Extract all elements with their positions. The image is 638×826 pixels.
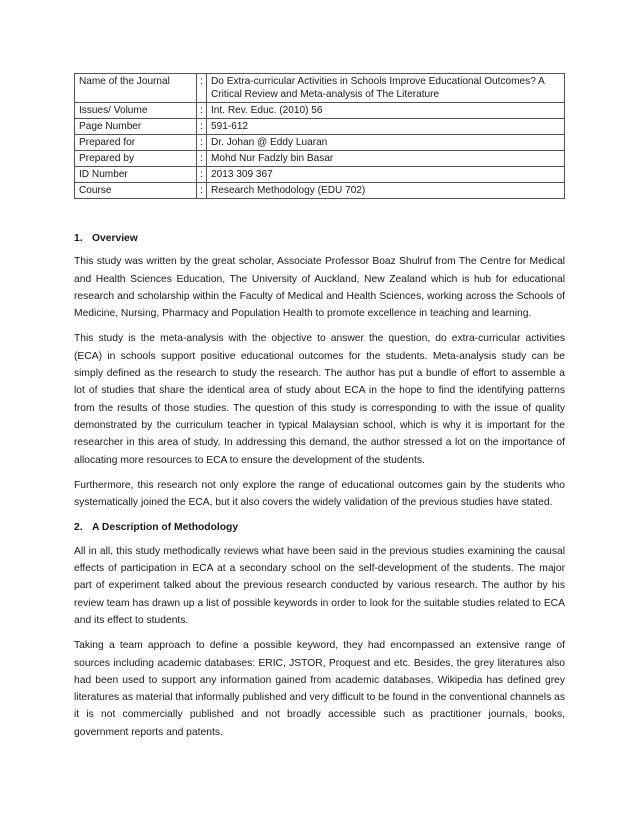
row-value: Research Methodology (EDU 702) (207, 183, 565, 199)
row-label: Issues/ Volume (75, 103, 197, 119)
section-number: 1. (74, 233, 83, 244)
section-heading (74, 230, 565, 247)
row-value: 591-612 (207, 119, 565, 135)
row-value: Mohd Nur Fadzly bin Basar (207, 151, 565, 167)
document-body (74, 230, 565, 741)
paragraph: All in all, this study methodically reviews what have been said in the previous studies examining the causal effects of participation in ECA at a secondary school on the self-development of the students. The major part of experiment talked about the previous research conducted by various research. The author by his review team has drawn up a list of possible keywords in order to look for the suitable studies related to ECA and its effect to students. (74, 545, 565, 626)
paragraph: Taking a team approach to define a possible keyword, they had encompassed an extensive range of sources including academic databases: ERIC, JSTOR, Proquest and etc. Besides, the grey literatures also had been used to support any information gained from academic databases. Wikipedia has defined grey literatures as material that informally published and very difficult to be found in the conventional channels as it is not commercially published and not broadly accessible such as practitioner journals, books, government reports and patents. (74, 640, 565, 738)
row-value: 2013 309 367 (207, 167, 565, 183)
table-row (75, 183, 565, 199)
table-row (75, 151, 565, 167)
row-value: Int. Rev. Educ. (2010) 56 (207, 103, 565, 119)
row-label: ID Number (75, 167, 197, 183)
paragraph: Furthermore, this research not only explore the range of educational outcomes gain by the students who systematically joined the ECA, but it also covers the widely validation of the previous studies have stated. (74, 479, 565, 509)
journal-info-table (74, 73, 565, 199)
table-row (75, 74, 565, 103)
row-label: Page Number (75, 119, 197, 135)
table-row (75, 167, 565, 183)
row-label: Course (75, 183, 197, 199)
table-row (75, 103, 565, 119)
row-colon: : (197, 167, 207, 183)
row-colon: : (197, 103, 207, 119)
row-colon: : (197, 183, 207, 199)
section-title: Overview (92, 233, 138, 244)
table-row (75, 135, 565, 151)
paragraph: This study was written by the great scholar, Associate Professor Boaz Shulruf from The Centre for Medical and Health Sciences Education, The University of Auckland, New Zealand which is hub for educational research and scholarship within the Faculty of Medical and Health Sciences, working across the Schools of Medicine, Nursing, Pharmacy and Population Health to promote excellence in teaching and learning. (74, 256, 565, 320)
table-row (75, 119, 565, 135)
section-number: 2. (74, 522, 83, 534)
paragraph: This study is the meta-analysis with the objective to answer the question, do extra-curricular activities (ECA) in schools support positive educational outcomes for the students. Meta-analysis study can be simply defined as the research to study the research. The author has put a bundle of effort to assemble a lot of studies that share the identical area of study about ECA in the hope to find the identifying patterns from the results of those studies. The question of this study is corresponding to with the issue of quality demonstrated by the curriculum teacher in typical Malaysian school, which is why it is important for the researcher in this area of study. In addressing this demand, the author stressed a lot on the importance of allocating more resources to ECA to ensure the development of the students. (74, 333, 565, 466)
row-colon: : (197, 119, 207, 135)
section-heading (74, 519, 565, 536)
row-colon: : (197, 74, 207, 103)
row-colon: : (197, 135, 207, 151)
row-value: Dr. Johan @ Eddy Luaran (207, 135, 565, 151)
row-value: Do Extra-curricular Activities in Schools Improve Educational Outcomes? A Critical Review and Meta-analysis of The Literature (207, 74, 565, 103)
section-methodology (74, 519, 565, 741)
row-label: Prepared by (75, 151, 197, 167)
row-colon: : (197, 151, 207, 167)
section-title: A Description of Methodology (92, 522, 239, 534)
section-overview (74, 230, 565, 511)
row-label: Name of the Journal (75, 74, 197, 103)
row-label: Prepared for (75, 135, 197, 151)
